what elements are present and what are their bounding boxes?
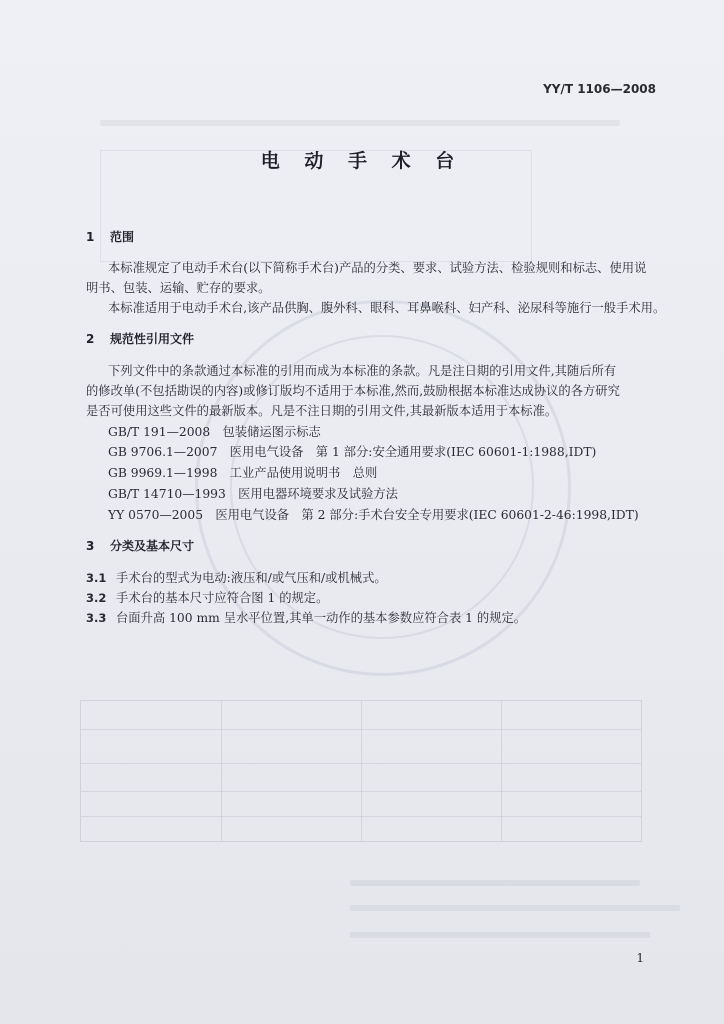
section-number: 2	[86, 332, 95, 346]
references-intro-line: 下列文件中的条款通过本标准的引用而成为本标准的条款。凡是注日期的引用文件,其随后所有	[108, 364, 617, 378]
scope-paragraph-line: 明书、包装、运输、贮存的要求。	[86, 281, 271, 295]
reference-item: GB 9706.1—2007 医用电气设备 第 1 部分:安全通用要求(IEC 60601-1:1988,IDT)	[108, 445, 597, 459]
clause-item	[86, 568, 387, 586]
clause-item	[86, 588, 328, 606]
section-title: 范围	[110, 230, 135, 244]
standard-code: YY/T 1106—2008	[543, 82, 656, 96]
reference-item: GB/T 191—2008 包装储运图示标志	[108, 425, 321, 439]
bleed-through-table	[80, 700, 642, 842]
clause-number: 3.3	[86, 611, 107, 625]
section-heading-classification	[86, 537, 194, 554]
reference-item: YY 0570—2005 医用电气设备 第 2 部分:手术台安全专用要求(IEC 60601-2-46:1998,IDT)	[108, 508, 639, 522]
clause-number: 3.1	[86, 571, 107, 585]
references-intro-line: 的修改单(不包括勘误的内容)或修订版均不适用于本标准,然而,鼓励根据本标准达成协议的各方研究	[86, 384, 620, 398]
bleed-through-line	[100, 120, 620, 126]
references-intro-line: 是否可使用这些文件的最新版本。凡是不注日期的引用文件,其最新版本适用于本标准。	[86, 404, 558, 418]
section-title: 规范性引用文件	[110, 332, 195, 346]
page-number: 1	[636, 951, 644, 965]
reference-item: GB 9969.1—1998 工业产品使用说明书 总则	[108, 466, 378, 480]
section-number: 3	[86, 539, 95, 553]
scope-paragraph-line: 本标准适用于电动手术台,该产品供胸、腹外科、眼科、耳鼻喉科、妇产科、泌尿科等施行一般手术用。	[108, 301, 666, 315]
scope-paragraph-line: 本标准规定了电动手术台(以下简称手术台)产品的分类、要求、试验方法、检验规则和标志、使用说	[108, 261, 647, 275]
clause-item	[86, 608, 526, 626]
bleed-through-line	[350, 880, 640, 886]
reference-item: GB/T 14710—1993 医用电器环境要求及试验方法	[108, 487, 398, 501]
clause-text: 台面升高 100 mm 呈水平位置,其单一动作的基本参数应符合表 1 的规定。	[116, 611, 527, 625]
bleed-through-line	[350, 932, 650, 938]
section-title: 分类及基本尺寸	[110, 539, 195, 553]
clause-text: 手术台的基本尺寸应符合图 1 的规定。	[116, 591, 329, 605]
section-number: 1	[86, 230, 95, 244]
section-heading-scope	[86, 228, 134, 245]
document-title: 电 动 手 术 台	[260, 150, 464, 172]
bleed-through-line	[350, 905, 680, 911]
clause-text: 手术台的型式为电动:液压和/或气压和/或机械式。	[116, 571, 387, 585]
clause-number: 3.2	[86, 591, 107, 605]
section-heading-normative-references	[86, 330, 194, 347]
